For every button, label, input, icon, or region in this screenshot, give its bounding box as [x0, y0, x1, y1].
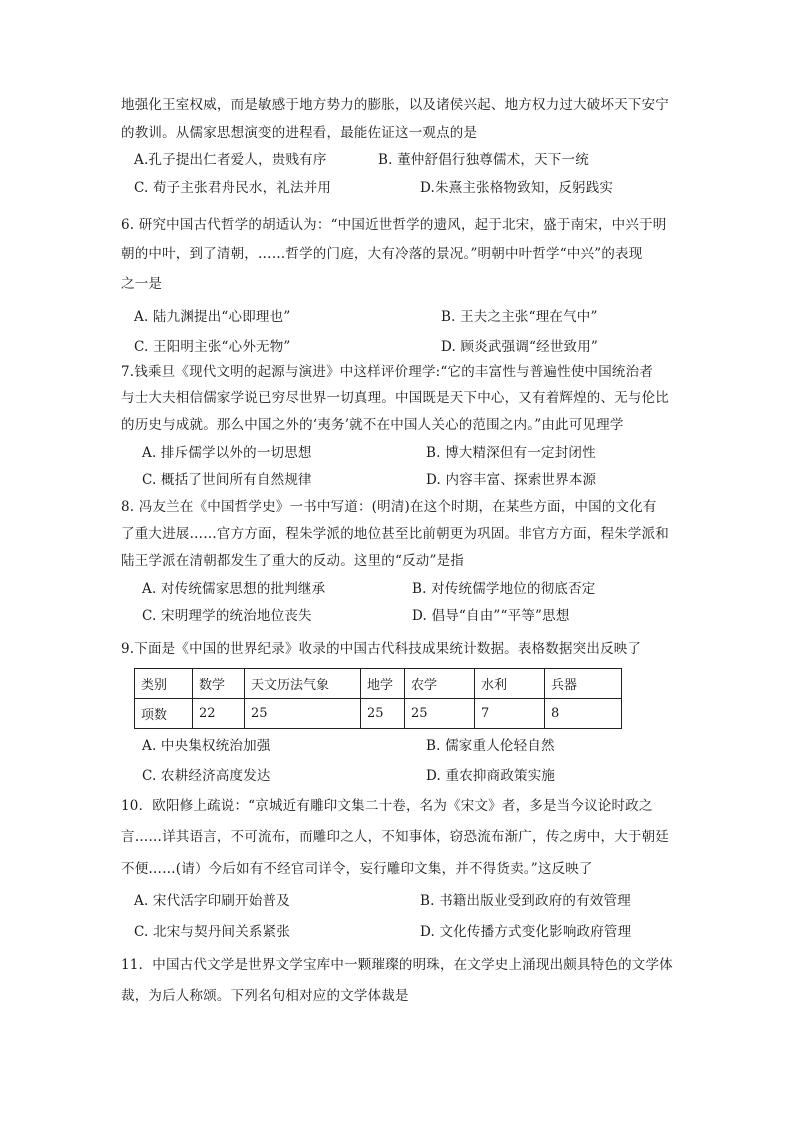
table-cell: 天文历法气象: [245, 669, 361, 699]
q6-option-c: C. 王阳明主张“心外无物”: [134, 339, 291, 355]
q9-option-d: D. 重农抑商政策实施: [426, 768, 556, 784]
table-cell: 数学: [193, 669, 245, 699]
table-cell: 类别: [135, 669, 193, 699]
q8-stem-line2: 了重大进展……官方方面，程朱学派的地位甚至比前朝更为巩固。非官方方面，程朱学派和: [121, 526, 669, 542]
table-cell: 22: [193, 699, 245, 729]
q6-stem-line2: 朝的中叶，到了清朝，……哲学的门庭，大有冷落的景况。”明朝中叶哲学“中兴”的表现: [121, 246, 643, 262]
q6-stem-line1: 6. 研究中国古代哲学的胡适认为：“中国近世哲学的遗风，起于北宋，盛于南宋，中兴于明: [121, 217, 667, 233]
q10-option-b: B. 书籍出版业受到政府的有效管理: [420, 893, 631, 909]
table-cell: 25: [245, 699, 361, 729]
q10-stem-line3: 不便……(请）今后如有不经官司详令，妄行雕印文集，并不得货卖。”这反映了: [121, 861, 593, 877]
q8-stem-line3: 陆王学派在清朝都发生了重大的反动。这里的“反动”是指: [121, 553, 465, 569]
q10-stem-line1: 10．欧阳修上疏说：“京城近有雕印文集二十卷，名为《宋文》者，多是当今议论时政之: [121, 798, 653, 814]
q10-option-d: D. 文化传播方式变化影响政府管理: [420, 924, 632, 940]
q7-stem-line2: 与士大夫相信儒家学说已穷尽世界一切真理。中国既是天下中心，又有着辉煌的、无与伦比: [121, 390, 669, 406]
table-header-row: [135, 669, 622, 699]
q8-stem-line1: 8. 冯友兰在《中国哲学史》一书中写道：(明清)在这个时期，在某些方面，中国的文化有: [121, 499, 657, 515]
table-cell: 地学: [361, 669, 405, 699]
table-cell: 8: [545, 699, 622, 729]
q8-option-c: C. 宋明理学的统治地位丧失: [142, 608, 312, 624]
q5-option-a: A.孔子提出仁者爱人，贵贱有序: [134, 152, 327, 168]
q5-option-c: C. 荀子主张君舟民水，礼法并用: [134, 180, 332, 196]
q8-option-d: D. 倡导“自由”“平等”思想: [412, 608, 570, 624]
q8-option-a: A. 对传统儒家思想的批判继承: [142, 581, 326, 597]
table-cell: 兵器: [545, 669, 622, 699]
q8-option-b: B. 对传统儒学地位的彻底否定: [412, 581, 596, 597]
q10-stem-line2: 言……详其语言，不可流布，而雕印之人，不知事体，窃恐流布渐广，传之虏中，大于朝廷: [121, 829, 669, 845]
q11-stem-line1: 11．中国古代文学是世界文学宝库中一颗璀璨的明珠，在文学史上涌现出颇具特色的文学体: [121, 957, 673, 973]
q9-option-a: A. 中央集权统治加强: [142, 738, 271, 754]
q6-option-d: D. 顾炎武强调“经世致用”: [441, 339, 599, 355]
table-cell: 25: [405, 699, 475, 729]
q6-stem-line3: 之一是: [121, 276, 163, 292]
q7-stem-line3: 的历史与成就。那么中国之外的‘夷务’就不在中国人关心的范围之内。”由此可见理学: [121, 417, 624, 433]
table-cell: 项数: [135, 699, 193, 729]
q7-stem-line1: 7.钱乘旦《现代文明的起源与演进》中这样评价理学:“它的丰富性与普遍性使中国统治者: [121, 364, 654, 380]
q9-option-c: C. 农耕经济高度发达: [142, 768, 271, 784]
table-cell: 农学: [405, 669, 475, 699]
q6-option-b: B. 王夫之主张“理在气中”: [441, 309, 598, 325]
table-cell: 7: [475, 699, 545, 729]
q10-option-a: A. 宋代活字印刷开始普及: [134, 893, 290, 909]
table-cell: 25: [361, 699, 405, 729]
q7-option-c: C. 概括了世间所有自然规律: [142, 472, 312, 488]
q6-option-a: A. 陆九渊提出“心即理也”: [134, 309, 291, 325]
table-row: [135, 699, 622, 729]
table-cell: 水利: [475, 669, 545, 699]
q7-option-b: B. 博大精深但有一定封闭性: [426, 445, 596, 461]
q11-stem-line2: 裁，为后人称颂。下列名句相对应的文学体裁是: [121, 988, 409, 1004]
q9-stem-line1: 9.下面是《中国的世界纪录》收录的中国古代科技成果统计数据。表格数据突出反映了: [121, 641, 642, 657]
stats-table: [134, 668, 622, 729]
q5-stem-line2: 的教训。从儒家思想演变的进程看，最能佐证这一观点的是: [121, 125, 478, 141]
q5-stem-line1: 地强化王室权威，而是敏感于地方势力的膨胀，以及诸侯兴起、地方权力过大破坏天下安宁: [121, 97, 669, 113]
q5-option-b: B. 董仲舒倡行独尊儒术，天下一统: [378, 152, 589, 168]
q9-option-b: B. 儒家重人伦轻自然: [426, 738, 555, 754]
q5-option-d: D.朱熹主张格物致知，反躬践实: [420, 180, 614, 196]
q10-option-c: C. 北宋与契丹间关系紧张: [134, 924, 291, 940]
q7-option-a: A. 排斥儒学以外的一切思想: [142, 445, 312, 461]
q7-option-d: D. 内容丰富、探索世界本源: [426, 472, 597, 488]
